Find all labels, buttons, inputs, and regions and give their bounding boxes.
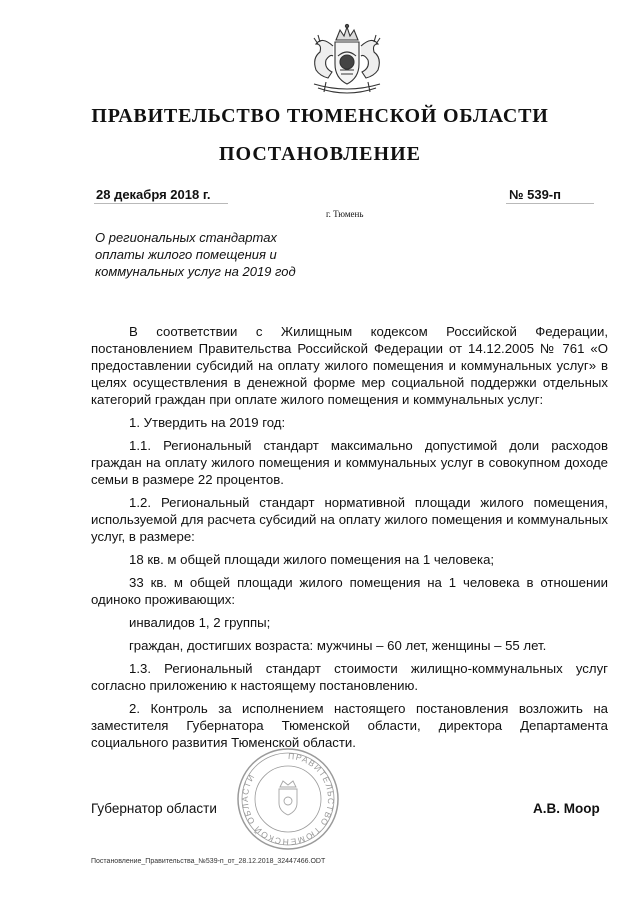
document-type-heading: ПОСТАНОВЛЕНИЕ [219, 143, 421, 165]
signer-title: Губернатор области [91, 801, 217, 816]
document-body [91, 323, 608, 757]
city-label: г. Тюмень [326, 209, 364, 219]
signer-name: А.В. Моор [533, 801, 600, 816]
body-paragraph: 1.1. Региональный стандарт максимально допустимой доли расходов граждан на оплату жилого помещения и коммунальных услуг в совокупном доходе семьи в размере 22 процентов. [91, 438, 608, 487]
subject-line: О региональных стандартах [95, 230, 277, 245]
coat-of-arms-emblem [300, 22, 394, 100]
body-paragraph: инвалидов 1, 2 группы; [129, 615, 271, 630]
date-underline [94, 203, 228, 204]
body-paragraph: 1.2. Региональный стандарт нормативной площади жилого помещения, используемой для расчета субсидий на оплату жилого помещения и коммунальных услуг, в размере: [91, 495, 608, 544]
government-title: ПРАВИТЕЛЬСТВО ТЮМЕНСКОЙ ОБЛАСТИ [91, 105, 549, 127]
document-date: 28 декабря 2018 г. [96, 187, 211, 202]
body-paragraph: 1.3. Региональный стандарт стоимости жилищно-коммунальных услуг согласно приложению к настоящему постановлению. [91, 661, 608, 693]
official-seal-stamp [236, 747, 340, 851]
body-paragraph: В соответствии с Жилищным кодексом Российской Федерации, постановлением Правительства Российской Федерации от 14.12.2005 № 761 «О предоставлении субсидий на оплату жилого помещения и коммунальных услуг» в целях осуществления в денежной форме мер социальной поддержки отдельных категорий граждан при оплате жилого помещения и коммунальных услуг: [91, 324, 608, 407]
document-number: № 539-п [509, 187, 561, 202]
body-paragraph: 18 кв. м общей площади жилого помещения на 1 человека; [129, 552, 495, 567]
file-name-footer: Постановление_Правительства_№539-п_от_28.12.2018_32447466.ODT [91, 858, 326, 865]
body-paragraph: 33 кв. м общей площади жилого помещения на 1 человека в отношении одиноко проживающих: [91, 575, 608, 607]
subject-line: коммунальных услуг на 2019 год [95, 264, 296, 279]
body-paragraph: 2. Контроль за исполнением настоящего постановления возложить на заместителя Губернатора Тюменской области, директора Департамента социального развития Тюменской области. [91, 701, 608, 750]
number-underline [506, 203, 594, 204]
body-paragraph: граждан, достигших возраста: мужчины – 60 лет, женщины – 55 лет. [129, 638, 547, 653]
svg-text:ПРАВИТЕЛЬСТВО ТЮМЕНСКОЙ ОБЛАСТ: ПРАВИТЕЛЬСТВО ТЮМЕНСКОЙ ОБЛАСТИ [239, 750, 337, 848]
subject-line: оплаты жилого помещения и [95, 247, 277, 262]
document-subject [95, 229, 335, 280]
body-paragraph: 1. Утвердить на 2019 год: [129, 415, 286, 430]
